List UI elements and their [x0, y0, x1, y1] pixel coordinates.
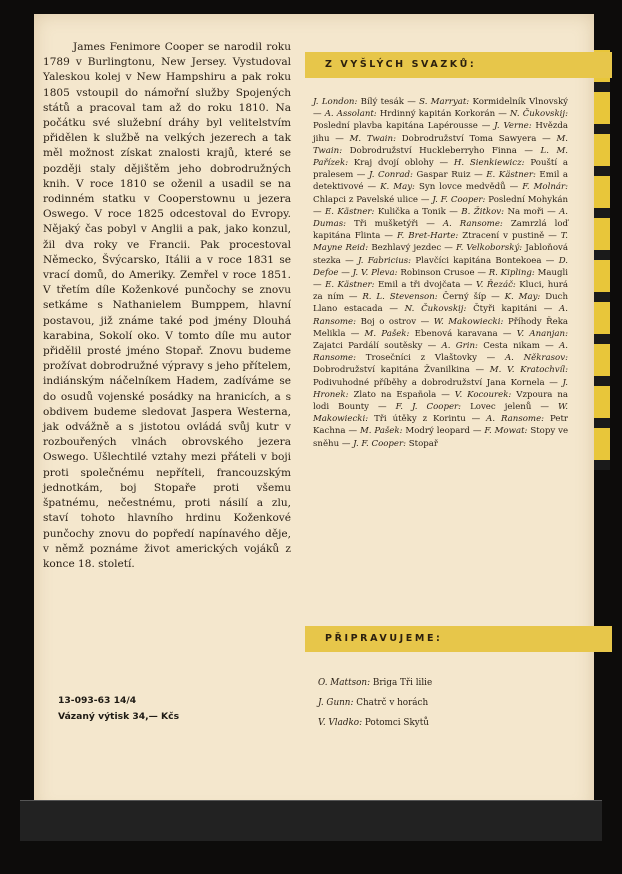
entry-title: Ebenová karavana [414, 328, 498, 339]
entry-title: Čtyři kapitáni [473, 304, 537, 315]
entry-author: A. Ransome: [442, 219, 503, 230]
upcoming-author: O. Mattson: [318, 678, 371, 688]
entry-title: Dobrodružství Huckleberryho Finna [349, 145, 517, 156]
entry-author: J. Fabricius: [357, 255, 412, 266]
published-entry [350, 134, 537, 144]
entry-title: Robinson Crusoe [400, 267, 475, 278]
entry-title: Hrdinný kapitán Korkorán [379, 109, 496, 120]
published-entry [358, 256, 542, 266]
published-entry [380, 182, 506, 192]
published-entry [461, 207, 543, 217]
entry-title: Černý šíp [442, 292, 487, 303]
entry-title: Cesta nikam [483, 341, 540, 352]
entry-title: Dobrodružství kapitána Žvanilkina [313, 365, 470, 376]
entry-title: Zajatci Pardálí soutěsky [313, 341, 423, 352]
entry-author: K. May: [380, 182, 415, 193]
entry-author: J. V. Pleva: [352, 267, 398, 278]
author-biography [43, 40, 291, 572]
entry-author: F. Mowat: [484, 426, 528, 437]
entry-title: Podivuhodné příběhy a dobrodružství Jana Kornela [313, 377, 545, 388]
entry-author: W. Makowiecki: [313, 402, 569, 425]
entry-author: F. Velkoborský: [455, 243, 523, 254]
entry-author: F. Molnár: [522, 182, 568, 193]
entry-title: Chlapci z Pavelské ulice [313, 194, 418, 205]
published-entry [362, 292, 486, 302]
entry-title: Na moři [507, 206, 544, 217]
entry-title: Poslední Mohykán [488, 194, 568, 205]
price-label: Vázaný výtisk 34,— Kčs [58, 711, 180, 722]
entry-title: Trosečníci z Vlaštovky [365, 353, 477, 364]
entry-title: Hvězda jihu [313, 121, 569, 144]
published-entry [369, 170, 471, 180]
entry-author: E. Kästner: [325, 206, 375, 217]
published-entry [397, 231, 544, 241]
entry-title: Jabloňová stezka [313, 243, 568, 266]
entry-author: V. Řezáč: [475, 280, 516, 291]
entry-author: D. Defoe [313, 255, 569, 278]
published-entry [325, 207, 446, 217]
published-entry [396, 402, 532, 412]
publication-info [58, 693, 258, 725]
entry-author: T. Mayne Reid: [313, 231, 568, 254]
entry-title: Tři mušketýři [354, 219, 419, 230]
entry-author: K. May: [504, 292, 541, 303]
book-bottom-edge [20, 800, 602, 841]
catalog-code: 13-093-63 14/4 [58, 695, 137, 706]
upcoming-item [318, 718, 578, 728]
entry-author: M. V. Kratochvíl: [489, 365, 568, 376]
entry-title: Bezhlavý jezdec [371, 243, 442, 254]
entry-author: E. Kästner: [486, 170, 536, 181]
entry-author: A. Ransome: [313, 341, 569, 364]
published-entry [405, 304, 537, 314]
entry-title: Tři útěky z Korintu [374, 414, 466, 425]
entry-title: Duch Llano estacada [313, 292, 568, 315]
entry-title: Zlato na Española [353, 389, 437, 400]
biography-text: James Fenimore Cooper se narodil roku 1789 v Burlingtonu, New Jersey. Vystudoval Yaleskou kolej v New Hampshiru a pak roku 1805 vstoupil do námořní služby Spojených států a pracoval tam až do roku 1810. Na počátku své služební dráhy byl velitelstvím přidělen k službě na velkých jezerech a tak měl možnost získat znalosti krajů, které se později staly dějištěm jeho dobrodružných knih. V roce 1810 se oženil a usadil se na rodinném statku v Cooperstownu u jezera Oswego. V roce 1825 odcestoval do Evropy. Nějaký čas pobyl v Anglii a pak, jako konzul, žil dva roky ve Francii. Pak procestoval Německo, Švýcarsko, Itálii a v roce 1831 se vrací domů, do Ameriky. Zemřel v roce 1851. V třetím díle Koženkové punčochy se znovu setkáme s Nathanielem Bumppem, hlavní postavou, již známe také pod jmény Dlouhá karabina, Sokolí oko. V tomto díle mu autor přidělil prosté jméno Stopař. Znovu budeme prožívat dobrodružné výpravy s jeho přítelem, indiánským náčelníkem Hadem, zadíváme se do osudů vojenské posádky na hranicích, a s obdivem budeme sledovat Jaspera Westerna, jak odvážně a s jistotou ovládá svůj kutr v rozbouřených vlnách obrovského jezera Oswego. Ušlechtilé vztahy mezi přáteli v boji proti společnému nepříteli, francouzským jednotkám, boj Stopaře proti všemu špatnému, nečestnému, proti násilí a zlu, staví tohoto hlavního hrdinu Koženkové punčochy znovu do popředí napínavého děje, v němž poznáme život amerických vojáků z konce 18. století. [43, 41, 291, 570]
entry-title: Zamrzlá loď kapitána Flinta [313, 219, 569, 242]
published-volumes-heading: Z VYŠLÝCH SVAZKŮ: [305, 52, 612, 78]
upcoming-heading: PŘIPRAVUJEME: [305, 626, 612, 652]
entry-author: W. Makowiecki: [433, 316, 504, 327]
entry-title: Emil a tři dvojčata [378, 280, 461, 291]
published-entry [432, 195, 568, 205]
entry-author: A. Ransome: [486, 414, 545, 425]
entry-title: Kormidelník Vlnovský [472, 97, 569, 107]
entry-title: Petr Kachna [313, 414, 569, 437]
entry-title: Lovec jelenů [470, 402, 532, 413]
entry-author: L. M. Pařízek: [313, 145, 568, 169]
upcoming-item [318, 678, 578, 688]
tab-strip-edge [594, 50, 610, 470]
entry-title: Gaspar Ruiz [416, 170, 471, 181]
entry-title: Boj o ostrov [360, 316, 417, 327]
entry-author: M. Pašek: [364, 328, 410, 339]
entry-author: M. Twain: [313, 133, 568, 156]
entry-author: J. London: [313, 97, 358, 107]
entry-title: Pouští a pralesem [313, 158, 569, 181]
entry-title: Bílý tesák [360, 97, 404, 107]
published-entry [353, 439, 438, 449]
upcoming-author: J. Gunn: [318, 698, 354, 708]
published-entry [325, 280, 460, 290]
upcoming-title: Chatrč v horách [356, 698, 429, 708]
entry-author: R. Kipling: [488, 267, 535, 278]
entry-author: E. Kästner: [325, 280, 375, 291]
entry-author: J. F. Cooper: [353, 438, 407, 449]
published-entry [365, 329, 498, 339]
entry-title: Příhody Řeka Melikla [313, 316, 569, 339]
entry-title: Modrý leopard [405, 426, 470, 437]
published-entry [313, 97, 404, 107]
published-entry [353, 268, 475, 278]
entry-title: Maugli [537, 267, 569, 278]
entry-title: Vzpoura na lodi Bounty [313, 389, 569, 413]
entry-title: Plavčíci kapitána Bontekoea [415, 255, 542, 266]
entry-author: F. Bret-Harte: [396, 231, 459, 242]
entry-author: S. Marryat: [419, 97, 470, 107]
entry-title: Poslední plavba kapitána Lapérousse [313, 121, 478, 132]
published-entry [325, 109, 495, 119]
upcoming-author: V. Vladko: [318, 718, 363, 728]
entry-author: A. Někrasov: [504, 353, 568, 364]
entry-author: J. Conrad: [368, 170, 413, 181]
entry-author: A. Assolant: [324, 109, 377, 120]
entry-title: Kraj dvojí oblohy [353, 158, 434, 169]
published-entry [489, 268, 568, 278]
upcoming-item [318, 698, 578, 708]
entry-author: R. L. Stevenson: [362, 292, 438, 303]
entry-author: A. Grin: [441, 341, 478, 352]
entry-author: M. Pašek: [359, 426, 403, 437]
entry-author: N. Čukovskij: [404, 304, 467, 315]
entry-title: Ztracení v pustině [462, 231, 545, 242]
entry-title: Stopy ve sněhu [313, 426, 569, 449]
entry-author: H. Sienkiewicz: [453, 158, 525, 169]
entry-author: B. Žitkov: [461, 206, 505, 217]
entry-author: F. J. Cooper: [395, 402, 462, 413]
entry-author: V. Kocourek: [454, 389, 512, 400]
entry-title: Dobrodružství Toma Sawyera [401, 133, 537, 144]
published-entry [360, 426, 470, 436]
entry-title: Stopař [408, 438, 438, 449]
published-entry [419, 97, 568, 107]
entry-author: A. Ransome: [313, 304, 568, 327]
published-volumes-list: J. London: Bílý tesák — S. Marryat: Kormidelník Vlnovský — A. Assolant: Hrdinný kapitán Korkorán — N. Čukovskij: Poslední plavba kapitána Lapérousse — J. Verne: Hvězda jihu — M. Twain: Dobrodružství Toma Sawyera — M. Twain: Dobrodružství Huckleberryho Finna — L. M. Pařízek: Kraj dvojí oblohy — H. Sienkiewicz: Pouští a pralesem — J. Conrad: Gaspar Ruiz — E. Kästner: Emil a detektivové — K. May: Syn lovce medvědů — F. Molnár: Chlapci z Pavelské ulice — J. F. Cooper: Poslední Mohykán — E. Kästner: Kulička a Tonik — B. Žitkov: Na moři — A. Dumas: Tři mušketýři — A. Ransome: Zamrzlá loď kapitána Flinta — F. Bret-Harte: Ztracení v pustině — T. Mayne Reid: Bezhlavý jezdec — F. Velkoborský: Jabloňová stezka — J. Fabricius: Plavčíci kapitána Bontekoea — D. Defoe — J. V. Pleva: Robinson Crusoe — R. Kipling: Maugli — E. Kästner: Emil a tři dvojčata — V. Řezáč: Kluci, hurá za ním — R. L. Stevenson: Černý šíp — K. May: Duch Llano estacada — N. Čukovskij: Čtyři kapitáni — A. Ransome: Boj o ostrov — W. Makowiecki: Příhody Řeka Melikla — M. Pašek: Ebenová karavana — V. Ananjan: Zajatci Pardálí soutěsky — A. Grin: Cesta nikam — A. Ransome: Trosečníci z Vlaštovky — A. Někrasov: Dobrodružství kapitána Žvanilkina — M. V. Kratochvíl: Podivuhodné příběhy a dobrodružství Jana Kornela — J. Hronek: Zlato na Española — V. Kocourek: Vzpoura na lodi Bounty — F. J. Cooper: Lovec jelenů — W. Makowiecki: Tři útěky z Korintu — A. Ransome: Petr Kachna — M. Pašek: Modrý leopard — F. Mowat: Stopy ve sněhu — J. F. Cooper: Stopař [313, 97, 569, 449]
entry-author: M. Twain: [349, 133, 396, 144]
entry-title: Emil a detektivové [313, 170, 569, 193]
entry-title: Kluci, hurá za ním [313, 280, 569, 303]
entry-author: J. Verne: [494, 121, 532, 132]
entry-author: V. Ananjan: [516, 328, 568, 339]
entry-title: Kulička a Tonik [377, 206, 446, 217]
entry-author: A. Dumas: [313, 206, 569, 230]
upcoming-title: Briga Tři lilie [372, 678, 433, 688]
published-entry [442, 341, 540, 351]
entry-title: Syn lovce medvědů [418, 182, 506, 193]
entry-author: J. Hronek: [313, 377, 569, 400]
entry-author: J. F. Cooper: [432, 194, 486, 205]
entry-author: N. Čukovskij: [509, 109, 568, 120]
upcoming-title: Potomci Skytů [364, 718, 429, 728]
